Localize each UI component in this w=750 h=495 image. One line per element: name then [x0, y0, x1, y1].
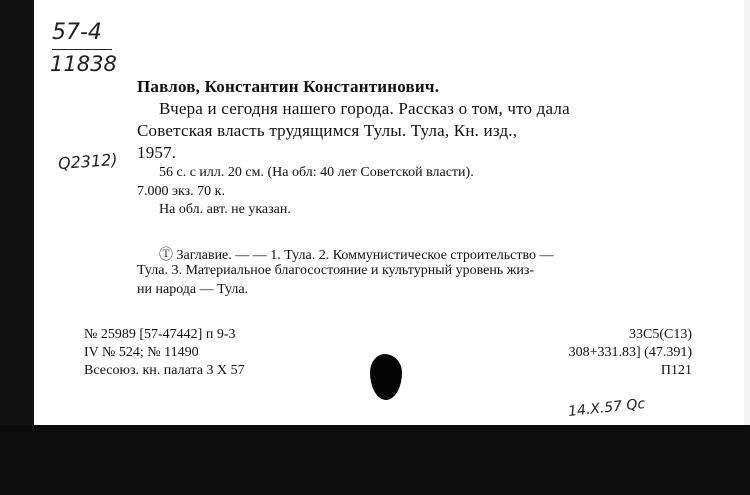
- scan-right-edge: [744, 0, 750, 425]
- udc-code: 308+331.83] (47.391): [568, 345, 692, 360]
- handwritten-code-top: 57-4: [52, 20, 102, 45]
- scan-bottom-edge: [0, 425, 750, 495]
- handwritten-date-note: 14.X.57 Qc: [567, 396, 646, 420]
- handwritten-code-bottom: 11838: [50, 52, 117, 76]
- subjects-line-2: Тула. 3. Материальное благосостояние и культурный уровень жиз-: [137, 263, 535, 278]
- footer-chamber-date: Всесоюз. кн. палата 3 X 57: [84, 363, 245, 378]
- classification-code: 33С5(С13): [629, 327, 692, 342]
- footer-record-number: № 25989 [57-47442] п 9-3: [84, 327, 236, 342]
- title-line-1: Вчера и сегодня нашего города. Рассказ о том, что дала: [159, 99, 570, 118]
- title-line-3: 1957.: [137, 143, 177, 162]
- ink-blot: [370, 354, 402, 400]
- subjects-line-3: ни народа — Тула.: [137, 282, 249, 297]
- handwritten-margin-note: Q2312): [57, 149, 119, 174]
- footer-series-number: IV № 524; № 11490: [84, 345, 199, 360]
- note-line: На обл. авт. не указан.: [159, 202, 291, 217]
- title-line-2: Советская власть трудящимся Тулы. Тула, Кн. изд.,: [137, 121, 518, 140]
- scan-left-edge: [0, 0, 34, 495]
- handwritten-underline: [52, 49, 112, 50]
- physical-description-line-2: 7.000 экз. 70 к.: [137, 184, 225, 199]
- author-heading: Павлов, Константин Константинович.: [137, 77, 440, 96]
- subjects-line-1: Ⓣ Заглавие. — — 1. Тула. 2. Коммунистическое строительство —: [159, 248, 554, 263]
- shelf-code: П121: [660, 363, 692, 378]
- physical-description-line-1: 56 с. с илл. 20 см. (На обл: 40 лет Советской власти).: [159, 165, 474, 180]
